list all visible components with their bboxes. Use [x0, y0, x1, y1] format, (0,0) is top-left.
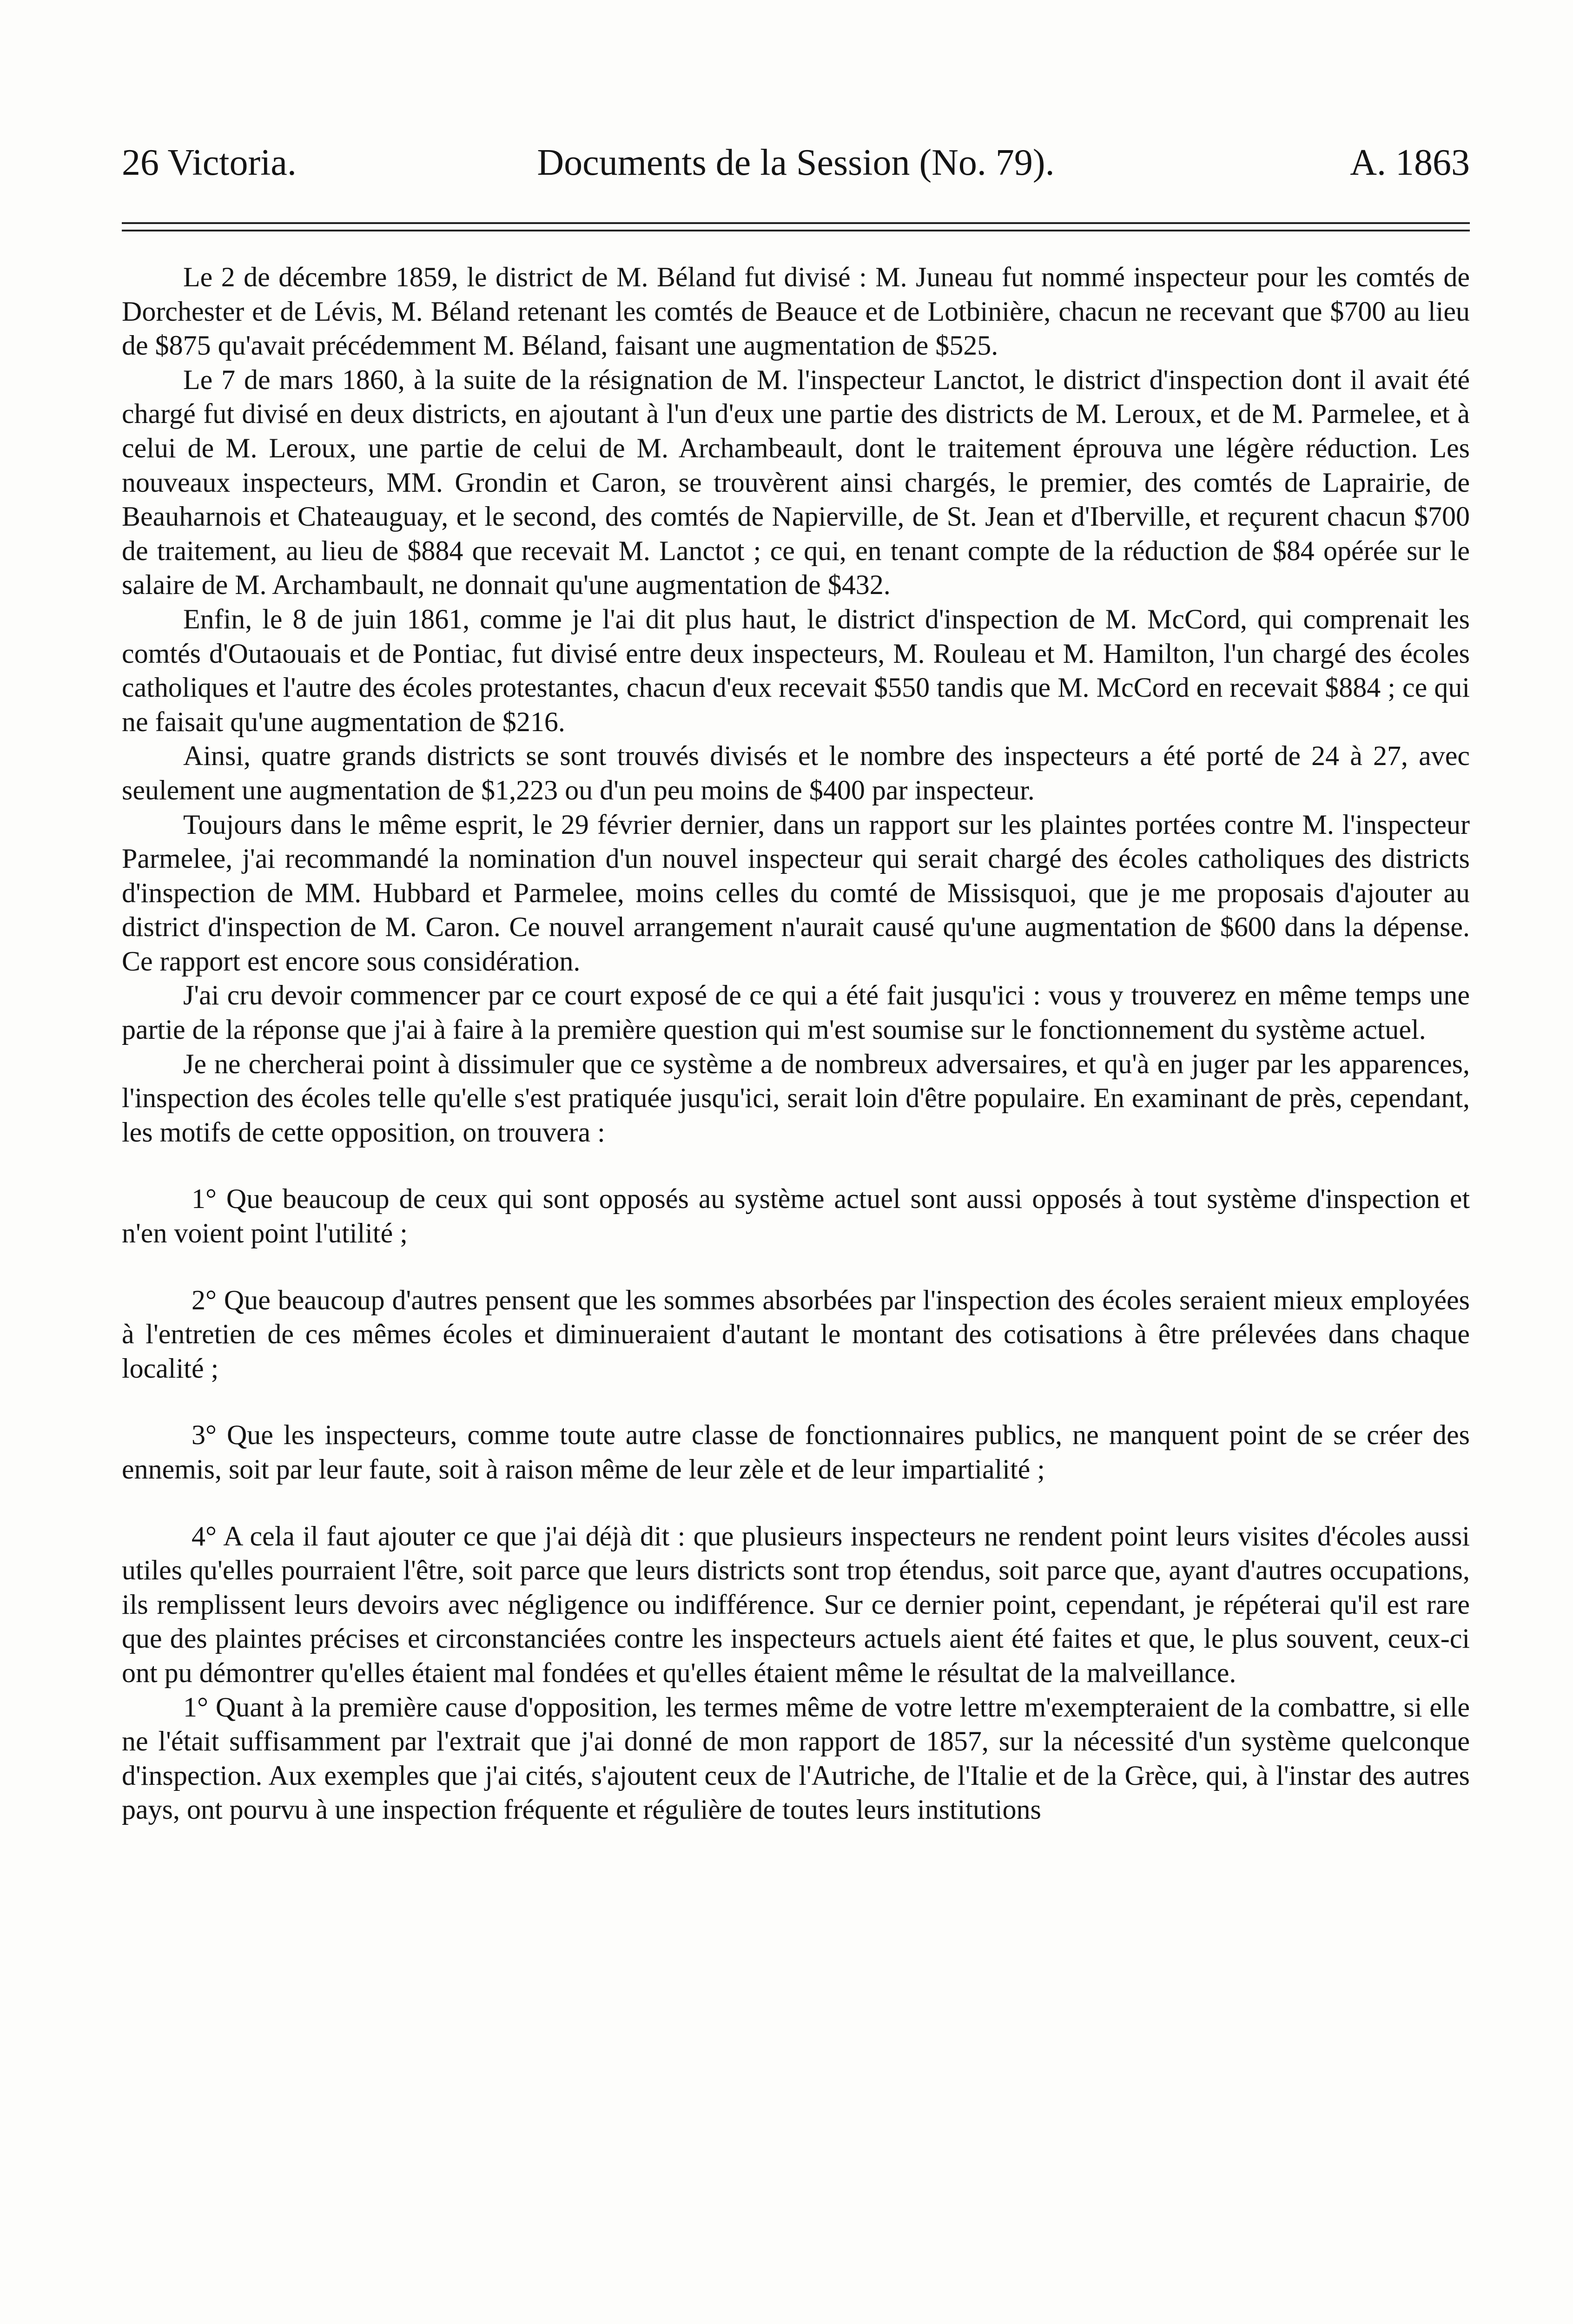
paragraph-closing: 1° Quant à la première cause d'opposition, les termes même de votre lettre m'exempteraient de la combattre, si elle ne l'était suffisamment par l'extrait que j'ai donné de mon rapport de 1857, sur la nécessité d'un système quelconque d'inspection. Aux exemples que j'ai cités, s'ajoutent ceux de l'Autriche, de l'Italie et de la Grèce, qui, à l'instar des autres pays, ont pourvu à une inspection fréquente et régulière de toutes leurs institutions [122, 1691, 1470, 1825]
body-text [122, 260, 1470, 1827]
header-title: Documents de la Session (No. 79). [537, 142, 1055, 183]
paragraph-4: Ainsi, quatre grands districts se sont trouvés divisés et le nombre des inspecteurs a été porté de 24 à 27, avec seulement une augmentation de $1,223 ou d'un peu moins de $400 par inspecteur. [122, 740, 1470, 805]
header-rule-bottom [122, 230, 1470, 231]
list-item-1: 1° Que beaucoup de ceux qui sont opposés au système actuel sont aussi opposés à tout système d'inspection et n'en voient point l'utilité ; [122, 1183, 1470, 1249]
list-item-2: 2° Que beaucoup d'autres pensent que les sommes absorbées par l'inspection des écoles seraient mieux employées à l'entretien de ces mêmes écoles et diminueraient d'autant le montant des cotisations à être prélevées dans chaque localité ; [122, 1284, 1470, 1384]
paragraph-7: Je ne chercherai point à dissimuler que ce système a de nombreux adversaires, et qu'à en juger par les apparences, l'inspection des écoles telle qu'elle s'est pratiquée jusqu'ici, serait loin d'être populaire. En examinant de près, cependant, les motifs de cette opposition, on trouvera : [122, 1048, 1470, 1148]
paragraph-2: Le 7 de mars 1860, à la suite de la résignation de M. l'inspecteur Lanctot, le district d'inspection dont il avait été chargé fut divisé en deux districts, en ajoutant à l'un d'eux une partie des districts de M. Leroux, et de M. Parmelee, et à celui de M. Leroux, une partie de celui de M. Archambeault, dont le traitement éprouva une légère réduction. Les nouveaux inspecteurs, MM. Grondin et Caron, se trouvèrent ainsi chargés, le premier, des comtés de Laprairie, de Beauharnois et Chateauguay, et le second, des comtés de Napierville, de St. Jean et d'Iberville, et reçurent chacun $700 de traitement, au lieu de $884 que recevait M. Lanctot ; ce qui, en tenant compte de la réduction de $84 opérée sur le salaire de M. Archambault, ne donnait qu'une augmentation de $432. [122, 364, 1470, 601]
running-header [122, 132, 1470, 193]
paragraph-1: Le 2 de décembre 1859, le district de M. Béland fut divisé : M. Juneau fut nommé inspecteur pour les comtés de Dorchester et de Lévis, M. Béland retenant les comtés de Beauce et de Lotbinière, chacun ne recevant que $700 au lieu de $875 qu'avait précédemment M. Béland, faisant une augmentation de $525. [122, 262, 1470, 361]
header-rule-top [122, 222, 1470, 224]
paragraph-5: Toujours dans le même esprit, le 29 février dernier, dans un rapport sur les plaintes portées contre M. l'inspecteur Parmelee, j'ai recommandé la nomination d'un nouvel inspecteur qui serait chargé des écoles catholiques des districts d'inspection de MM. Hubbard et Parmelee, moins celles du comté de Missisquoi, que je me proposais d'ajouter au district d'inspection de M. Caron. Ce nouvel arrangement n'aurait causé qu'une augmentation de $600 dans la dépense. Ce rapport est encore sous considération. [122, 809, 1470, 977]
header-volume: 26 Victoria. [122, 142, 297, 183]
list-item-3: 3° Que les inspecteurs, comme toute autre classe de fonctionnaires publics, ne manquent point de se créer des ennemis, soit par leur faute, soit à raison même de leur zèle et de leur impartialité ; [122, 1419, 1470, 1485]
list-item-4: 4° A cela il faut ajouter ce que j'ai déjà dit : que plusieurs inspecteurs ne rendent point leurs visites d'écoles aussi utiles qu'elles pourraient l'être, soit parce que leurs districts sont trop étendus, soit parce que, ayant d'autres occupations, ils remplissent leurs devoirs avec négligence ou indifférence. Sur ce dernier point, cependant, je répéterai qu'il est rare que des plaintes précises et circonstanciées contre les inspecteurs actuels aient été faites et que, le plus souvent, ceux-ci ont pu démontrer qu'elles étaient mal fondées et qu'elles étaient même le résultat de la malveillance. [122, 1520, 1470, 1688]
paragraph-6: J'ai cru devoir commencer par ce court exposé de ce qui a été fait jusqu'ici : vous y trouverez en même temps une partie de la réponse que j'ai à faire à la première question qui m'est soumise sur le fonctionnement du système actuel. [122, 980, 1470, 1045]
header-year: A. 1863 [1350, 142, 1470, 183]
paragraph-3: Enfin, le 8 de juin 1861, comme je l'ai dit plus haut, le district d'inspection de M. McCord, qui comprenait les comtés d'Outaouais et de Pontiac, fut divisé entre deux inspecteurs, M. Rouleau et M. Hamilton, l'un chargé des écoles catholiques et l'autre des écoles protestantes, chacun d'eux recevait $550 tandis que M. McCord en recevait $884 ; ce qui ne faisait qu'une augmentation de $216. [122, 603, 1470, 737]
